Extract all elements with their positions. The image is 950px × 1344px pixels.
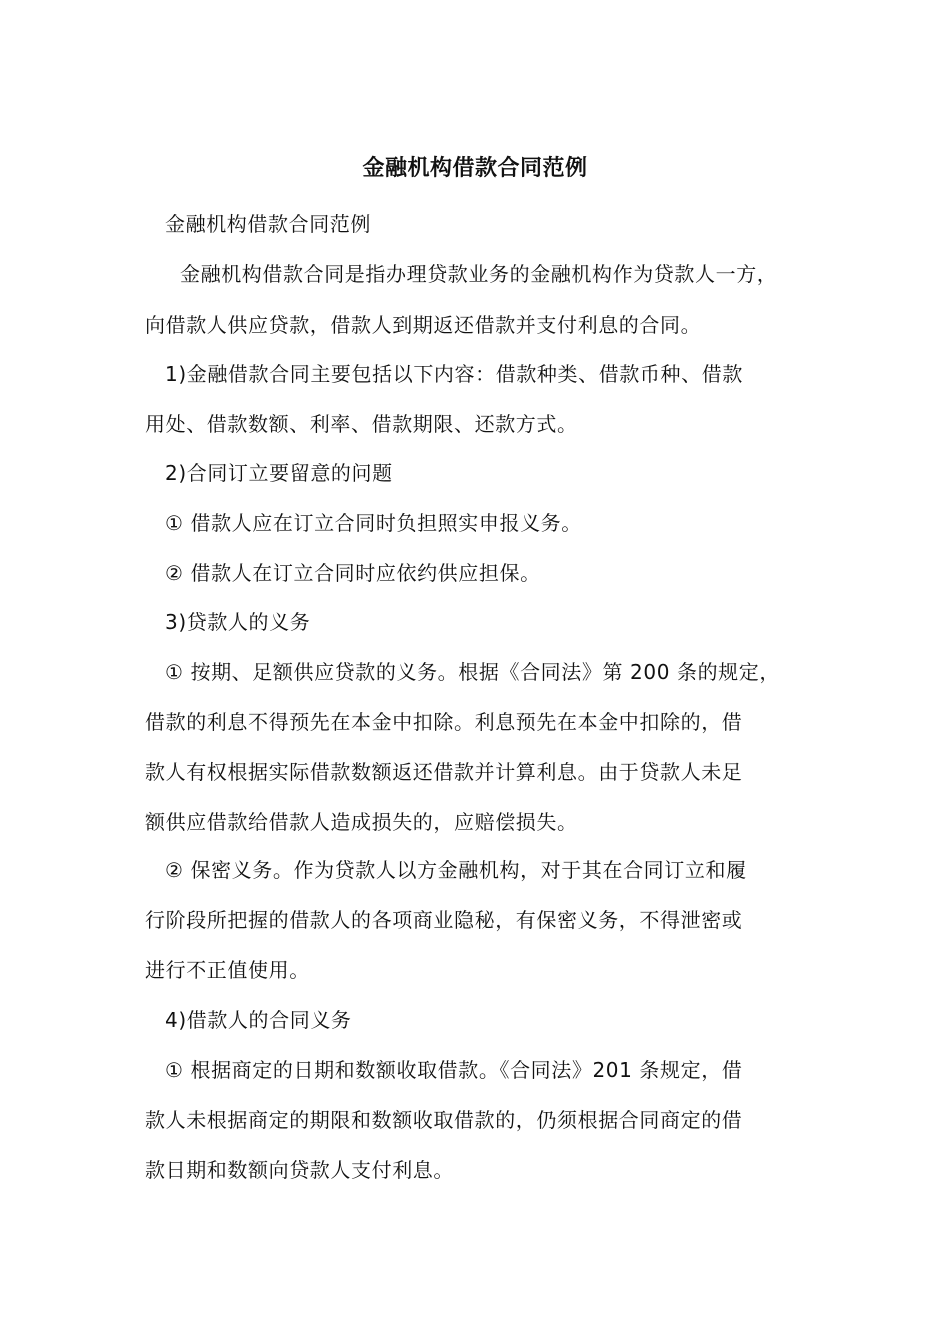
- paragraph-line: 借款的利息不得预先在本金中扣除。利息预先在本金中扣除的，借: [145, 710, 743, 734]
- paragraph-line: 金融机构借款合同是指办理贷款业务的金融机构作为贷款人一方，: [180, 262, 778, 286]
- paragraph-line: 向借款人供应贷款，借款人到期返还借款并支付利息的合同。: [145, 313, 702, 337]
- paragraph-line: 行阶段所把握的借款人的各项商业隐秘，有保密义务，不得泄密或: [145, 908, 743, 932]
- paragraph-line: 金融机构借款合同范例: [165, 212, 371, 236]
- paragraph-line: 进行不正值使用。: [145, 958, 310, 982]
- paragraph-line: 款日期和数额向贷款人支付利息。: [145, 1158, 454, 1182]
- paragraph-line: 用处、借款数额、利率、借款期限、还款方式。: [145, 412, 578, 436]
- paragraph-line: 款人未根据商定的期限和数额收取借款的，仍须根据合同商定的借: [145, 1108, 743, 1132]
- document-title: 金融机构借款合同范例: [362, 156, 588, 181]
- paragraph-line: 3)贷款人的义务: [165, 610, 311, 634]
- paragraph-line: 2)合同订立要留意的问题: [165, 461, 393, 485]
- paragraph-line: ① 借款人应在订立合同时负担照实申报义务。: [165, 511, 582, 535]
- paragraph-line: ② 借款人在订立合同时应依约供应担保。: [165, 561, 541, 585]
- paragraph-line: 1)金融借款合同主要包括以下内容：借款种类、借款币种、借款: [165, 362, 743, 386]
- paragraph-line: ① 按期、足额供应贷款的义务。根据《合同法》第 200 条的规定，: [165, 660, 780, 684]
- paragraph-line: ② 保密义务。作为贷款人以方金融机构，对于其在合同订立和履: [165, 858, 747, 882]
- paragraph-line: 4)借款人的合同义务: [165, 1008, 352, 1032]
- paragraph-line: ① 根据商定的日期和数额收取借款。《合同法》201 条规定，借: [165, 1058, 743, 1082]
- paragraph-line: 款人有权根据实际借款数额返还借款并计算利息。由于贷款人未足: [145, 760, 743, 784]
- paragraph-line: 额供应借款给借款人造成损失的，应赔偿损失。: [145, 810, 578, 834]
